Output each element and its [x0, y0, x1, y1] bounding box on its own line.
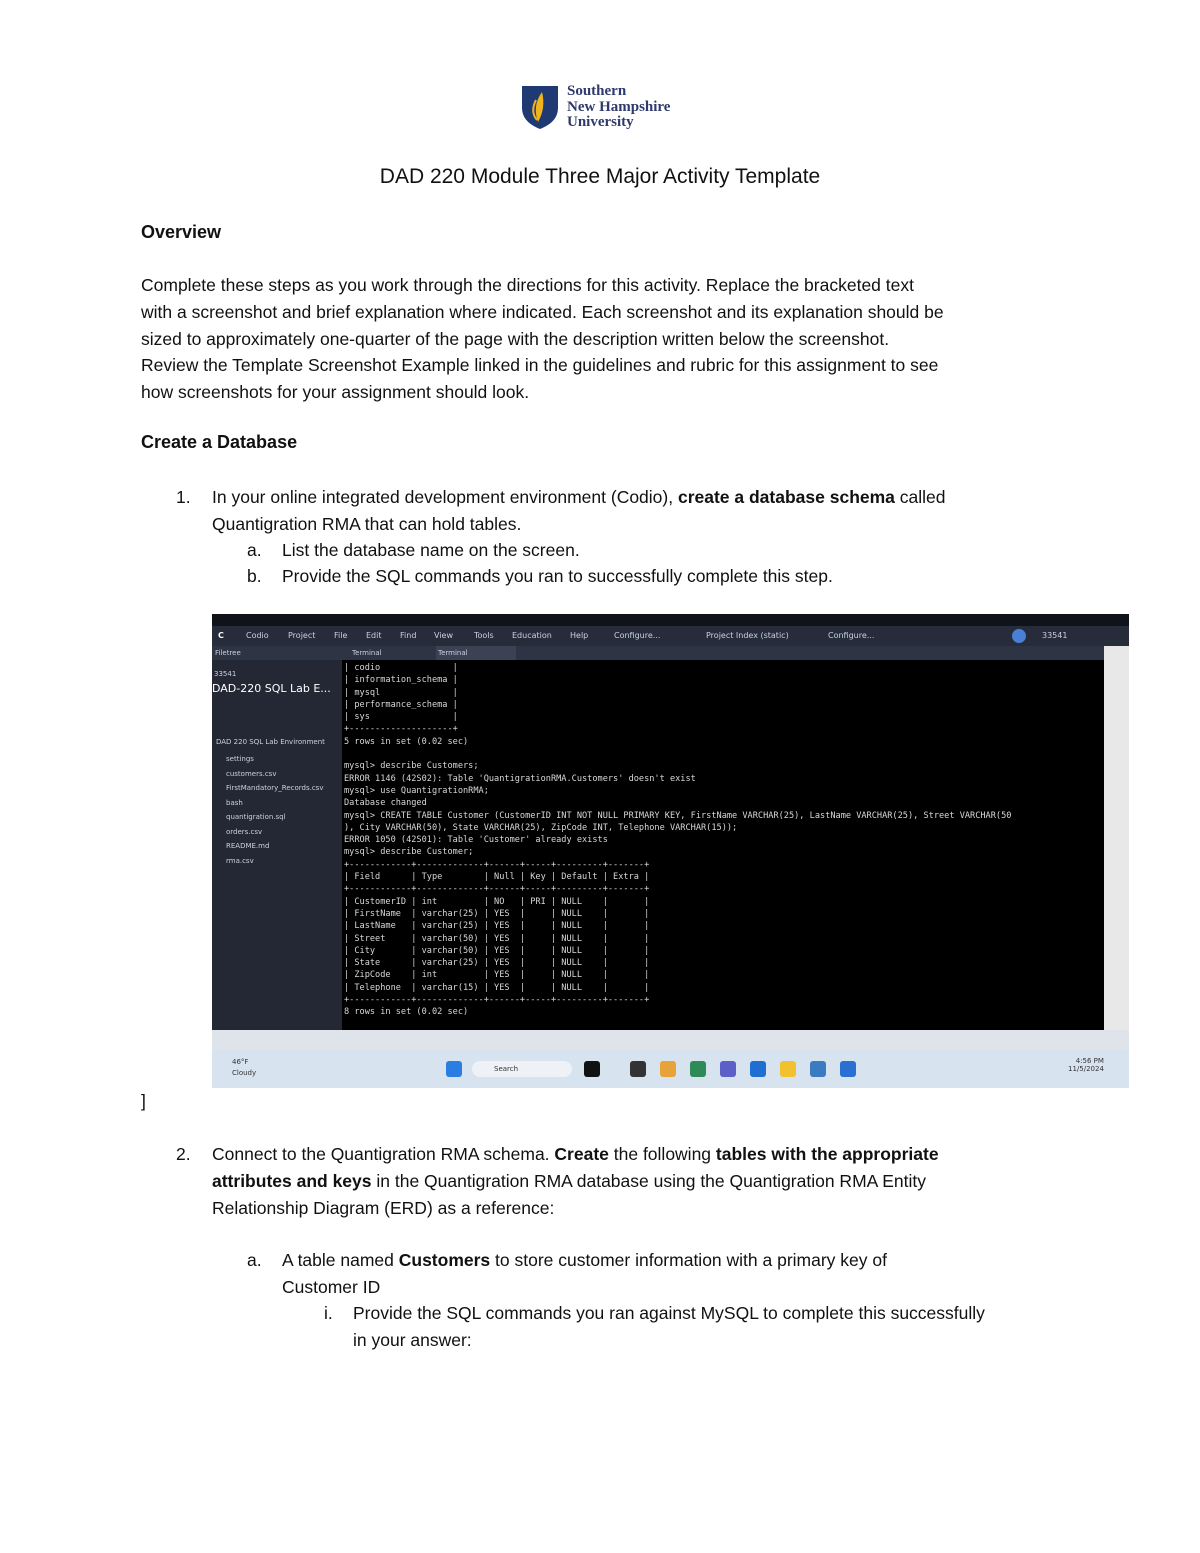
user-avatar-icon — [1012, 629, 1026, 643]
terminal-tab-1: Terminal — [352, 649, 382, 657]
overview-paragraph: Complete these steps as you work through the directions for this activity. Replace the bracketed text with a screenshot and brief explanation where indicated. Each screenshot and its explanation should be sized to approximately one-quarter of the page with the description written below the screenshot. Review the Template Screenshot Example linked in the guidelines and rubric for this assignment to see how screenshots for your assignment should look. — [141, 275, 944, 403]
menu-configure: Configure... — [614, 631, 661, 640]
taskbar-search-box: Search — [472, 1061, 572, 1077]
app-icon-2 — [630, 1061, 646, 1077]
menu-configure-2: Configure... — [828, 631, 875, 640]
university-logo — [520, 84, 720, 132]
chrome-icon — [660, 1061, 676, 1077]
step1b-text: Provide the SQL commands you ran to successfully complete this step. — [282, 566, 833, 586]
app-icon-1 — [584, 1061, 600, 1077]
menu-edit: Edit — [366, 631, 382, 640]
menu-codio: Codio — [246, 631, 269, 640]
section-heading: Create a Database — [141, 432, 298, 452]
shield-logo-icon — [520, 84, 560, 130]
menu-file: File — [334, 631, 348, 640]
app-icon-4 — [720, 1061, 736, 1077]
right-scrollbar — [1104, 646, 1129, 1050]
terminal-output — [342, 660, 1104, 1030]
step1-number: 1. — [176, 487, 191, 507]
menu-view: View — [434, 631, 453, 640]
step2a-text: A table named Customers to store customer information with a primary key of Customer ID — [282, 1250, 887, 1297]
step2ai-label: i. — [324, 1303, 333, 1323]
step1a-label: a. — [247, 540, 262, 560]
menu-project: Project — [288, 631, 316, 640]
step2ai-text: Provide the SQL commands you ran against MySQL to complete this successfully in your answer: — [353, 1303, 985, 1350]
menu-project-index: Project Index (static) — [706, 631, 789, 640]
terminal-tab-2: Terminal — [438, 649, 468, 657]
terminal-text: | codio | | information_schema | | mysql | | performance_schema | | sys | +--------------------+ 5 rows in set (0.02 sec) mysql> describe Customers; ERROR 1146 (42S02): Table 'QuantigrationRMA.Customers' doesn't exist mysql> use QuantigrationRMA; Database changed mysql> CREATE TABLE Customer (CustomerID INT NOT NULL PRIMARY KEY, FirstName VARCHAR(25), LastName VARCHAR(25), Street VARCHAR(50 ), City VARCHAR(50), State VARCHAR(25), ZipCode INT, Telephone VARCHAR(15)); ERROR 1050 (42S01): Table 'Customer' already exists mysql> describe Customer; +------------+-------------+------+-----+---------+-------+ | Field | Type | Null | Key | Default | Extra | +------------+-------------+------+-----+---------+-------+ | CustomerID | int | NO | PRI | NULL | | | FirstName | varchar(25) | YES | | NULL | | | LastName | varchar(25) | YES | | NULL | | | Street | varchar(50) | YES | | NULL | | | City | varchar(50) | YES | | NULL | | | State | varchar(25) | YES | | NULL | | | ZipCode | int | YES | | NULL | | | Telephone | varchar(15) | YES | | NULL | | +------------+-------------+------+-----+---------+-------+ 8 rows in set (0.02 sec) — [344, 663, 1012, 1018]
windows-start-icon — [446, 1061, 462, 1077]
app-icon-3 — [690, 1061, 706, 1077]
step2-text: Connect to the Quantigration RMA schema. Create the following tables with the appropriate attributes and keys in the Quantigration RMA database using the Quantigration RMA Entity Relationship Diagram (ERD) as a reference: — [212, 1144, 939, 1218]
menu-education: Education — [512, 631, 552, 640]
step2a-label: a. — [247, 1250, 262, 1270]
codio-logo-icon: C — [218, 631, 224, 640]
window-top-strip — [212, 614, 1129, 626]
step1-text: In your online integrated development environment (Codio), create a database schema called Quantigration RMA that can hold tables. — [212, 487, 946, 534]
step2-number: 2. — [176, 1144, 191, 1164]
windows-taskbar — [212, 1050, 1129, 1088]
file-tree-header: Filetree — [212, 646, 342, 660]
terminal-tabs — [342, 646, 1104, 660]
menu-user: 33541 — [1042, 631, 1068, 640]
file-tree-project: DAD-220 SQL Lab E... — [212, 682, 331, 695]
file-tree-user: 33541 — [214, 670, 237, 678]
overview-heading: Overview — [141, 222, 222, 242]
codio-status-bar — [212, 1030, 1129, 1050]
file-tree-root: DAD 220 SQL Lab Environment — [216, 738, 325, 746]
menu-help: Help — [570, 631, 589, 640]
codio-menubar — [212, 626, 1129, 646]
step1b-label: b. — [247, 566, 262, 586]
document-title: DAD 220 Module Three Major Activity Template — [379, 165, 821, 188]
menu-tools: Tools — [474, 631, 494, 640]
step1a-text: List the database name on the screen. — [282, 540, 580, 560]
file-tree-panel — [212, 646, 342, 1030]
taskbar-clock: 4:56 PM 11/5/2024 — [1068, 1057, 1104, 1073]
explorer-icon — [780, 1061, 796, 1077]
word-icon — [840, 1061, 856, 1077]
bracket-close: ] — [141, 1091, 146, 1111]
menu-find: Find — [400, 631, 417, 640]
outlook-icon — [750, 1061, 766, 1077]
file-tree-items: settings customers.csv FirstMandatory_Records.csv bash quantigration.sql orders.csv README.md rma.csv — [226, 755, 324, 865]
taskbar-weather: 46°F — [232, 1058, 249, 1066]
taskbar-weather-desc: Cloudy — [232, 1069, 257, 1077]
codio-screenshot — [212, 614, 1129, 1088]
app-icon-5 — [810, 1061, 826, 1077]
logo-wordmark: Southern New Hampshire University — [567, 83, 671, 130]
